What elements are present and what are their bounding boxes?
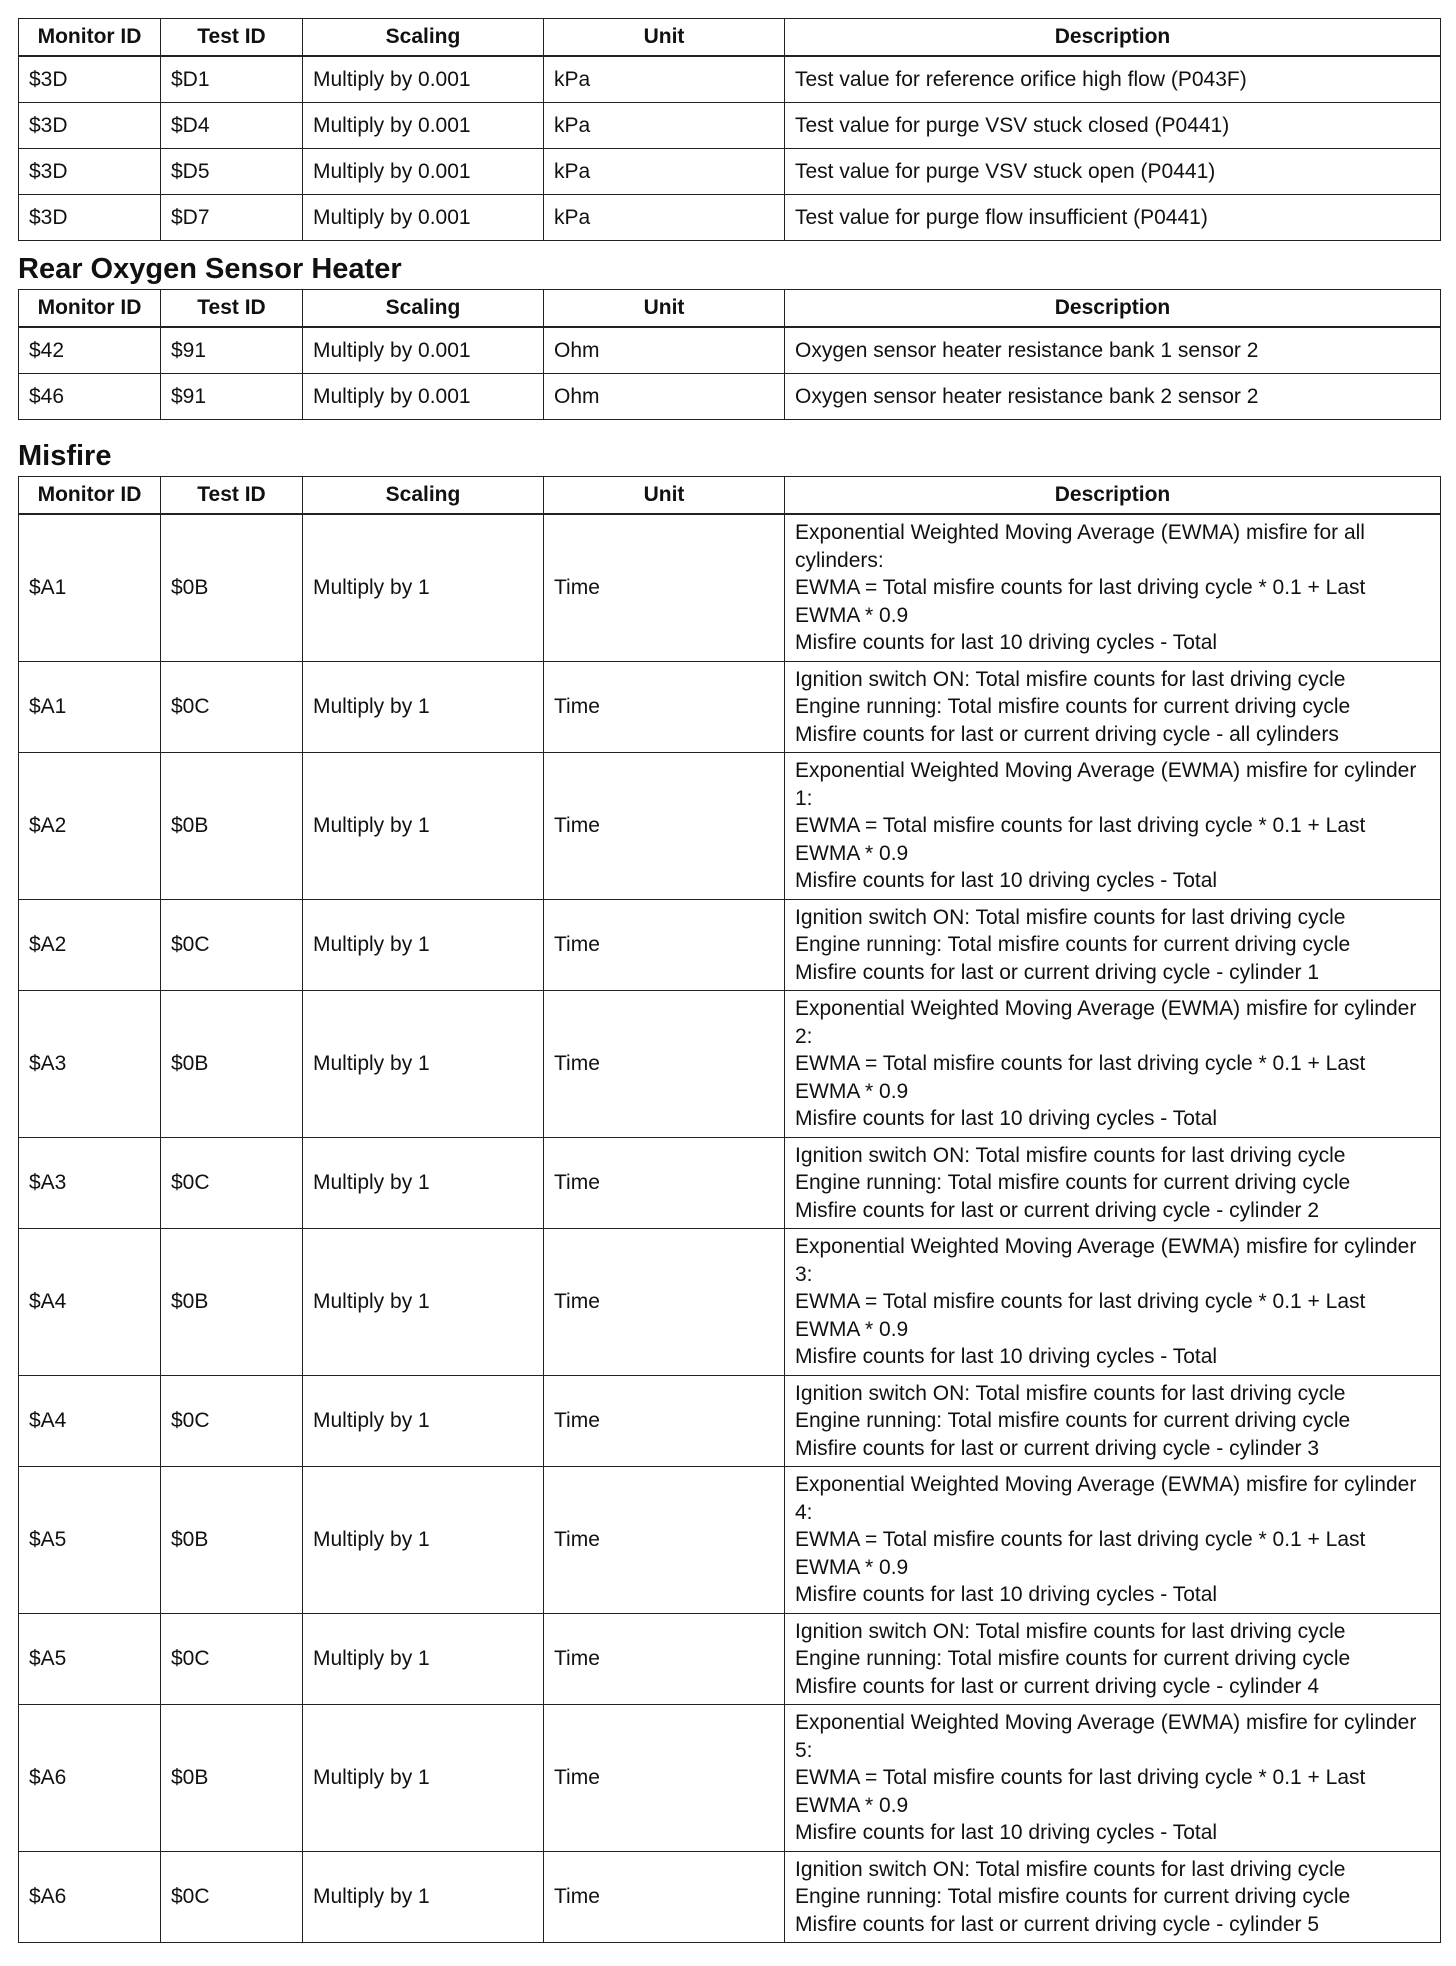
cell-test-id: $D4 (161, 103, 303, 149)
cell-description (785, 374, 1441, 420)
cell-test-id: $0C (161, 1375, 303, 1467)
cell-monitor-id: $A3 (19, 991, 161, 1138)
table-row (19, 1467, 1441, 1614)
table-row (19, 1613, 1441, 1705)
cell-scaling: Multiply by 1 (303, 1705, 544, 1852)
cell-scaling: Multiply by 0.001 (303, 149, 544, 195)
column-header-monitor-id: Monitor ID (19, 477, 161, 515)
table-row (19, 327, 1441, 374)
column-header-scaling: Scaling (303, 477, 544, 515)
description-line: Engine running: Total misfire counts for current driving cycle (795, 1885, 1351, 1908)
description-line: EWMA = Total misfire counts for last driving cycle * 0.1 + Last EWMA * 0.9 (795, 1528, 1366, 1579)
cell-scaling: Multiply by 1 (303, 753, 544, 900)
rear-oxygen-sensor-heater-table (18, 289, 1441, 420)
cell-unit: Time (544, 514, 785, 661)
evap-table-body (19, 56, 1441, 241)
description-line: Ignition switch ON: Total misfire counts for last driving cycle (795, 1143, 1346, 1167)
cell-monitor-id: $3D (19, 103, 161, 149)
cell-test-id: $0B (161, 753, 303, 900)
cell-description (785, 103, 1441, 149)
cell-scaling: Multiply by 1 (303, 899, 544, 991)
description-line: Test value for reference orifice high flow (P043F) (795, 67, 1247, 91)
cell-unit: Ohm (544, 374, 785, 420)
description-line: EWMA = Total misfire counts for last driving cycle * 0.1 + Last EWMA * 0.9 (795, 1052, 1366, 1103)
table-row (19, 374, 1441, 420)
column-header-monitor-id: Monitor ID (19, 290, 161, 328)
table-row (19, 1851, 1441, 1943)
cell-monitor-id: $A4 (19, 1229, 161, 1376)
cell-scaling: Multiply by 0.001 (303, 327, 544, 374)
column-header-description: Description (785, 19, 1441, 57)
description-line: Exponential Weighted Moving Average (EWMA) misfire for cylinder 1: (795, 759, 1417, 810)
cell-scaling: Multiply by 1 (303, 1467, 544, 1614)
table-row (19, 1375, 1441, 1467)
table-header-row (19, 19, 1441, 57)
cell-test-id: $91 (161, 374, 303, 420)
cell-monitor-id: $46 (19, 374, 161, 420)
description-line: Exponential Weighted Moving Average (EWMA) misfire for cylinder 4: (795, 1473, 1417, 1524)
description-line: Engine running: Total misfire counts for current driving cycle (795, 1171, 1351, 1194)
cell-test-id: $91 (161, 327, 303, 374)
description-line: Engine running: Total misfire counts for current driving cycle (795, 933, 1351, 956)
cell-test-id: $0B (161, 1705, 303, 1852)
description-line: Exponential Weighted Moving Average (EWMA) misfire for cylinder 3: (795, 1235, 1417, 1286)
cell-description (785, 1851, 1441, 1943)
cell-unit: Time (544, 753, 785, 900)
cell-description (785, 1705, 1441, 1852)
description-line: Misfire counts for last or current driving cycle - cylinder 3 (795, 1436, 1320, 1460)
cell-description (785, 1613, 1441, 1705)
column-header-unit: Unit (544, 477, 785, 515)
cell-scaling: Multiply by 1 (303, 514, 544, 661)
cell-unit: kPa (544, 195, 785, 241)
cell-description (785, 195, 1441, 241)
description-line: Exponential Weighted Moving Average (EWMA) misfire for all cylinders: (795, 521, 1365, 572)
cell-description (785, 514, 1441, 661)
cell-unit: Time (544, 1613, 785, 1705)
cell-scaling: Multiply by 0.001 (303, 56, 544, 103)
table-row (19, 56, 1441, 103)
cell-monitor-id: $A6 (19, 1851, 161, 1943)
table-row (19, 753, 1441, 900)
cell-description (785, 327, 1441, 374)
column-header-monitor-id: Monitor ID (19, 19, 161, 57)
table-header-row (19, 290, 1441, 328)
description-line: Test value for purge VSV stuck closed (P0441) (795, 113, 1230, 137)
cell-unit: Ohm (544, 327, 785, 374)
cell-test-id: $0B (161, 991, 303, 1138)
cell-test-id: $0C (161, 1851, 303, 1943)
column-header-test-id: Test ID (161, 19, 303, 57)
cell-test-id: $0C (161, 1137, 303, 1229)
cell-scaling: Multiply by 1 (303, 991, 544, 1138)
cell-test-id: $0B (161, 1467, 303, 1614)
column-header-scaling: Scaling (303, 19, 544, 57)
cell-test-id: $D1 (161, 56, 303, 103)
description-line: Ignition switch ON: Total misfire counts for last driving cycle (795, 1619, 1346, 1643)
description-line: Misfire counts for last or current driving cycle - all cylinders (795, 722, 1339, 746)
table-row (19, 1705, 1441, 1852)
cell-unit: kPa (544, 103, 785, 149)
description-line: Engine running: Total misfire counts for current driving cycle (795, 1647, 1351, 1670)
cell-description (785, 1137, 1441, 1229)
description-line: Ignition switch ON: Total misfire counts for last driving cycle (795, 1381, 1346, 1405)
cell-monitor-id: $A5 (19, 1467, 161, 1614)
table-row (19, 514, 1441, 661)
description-line: Misfire counts for last or current driving cycle - cylinder 4 (795, 1674, 1320, 1698)
cell-scaling: Multiply by 0.001 (303, 195, 544, 241)
description-line: EWMA = Total misfire counts for last driving cycle * 0.1 + Last EWMA * 0.9 (795, 576, 1366, 627)
description-line: Exponential Weighted Moving Average (EWMA) misfire for cylinder 2: (795, 997, 1417, 1048)
description-line: Exponential Weighted Moving Average (EWMA) misfire for cylinder 5: (795, 1711, 1417, 1762)
cell-unit: Time (544, 991, 785, 1138)
cell-monitor-id: $3D (19, 149, 161, 195)
cell-description (785, 149, 1441, 195)
cell-monitor-id: $A2 (19, 753, 161, 900)
description-line: EWMA = Total misfire counts for last driving cycle * 0.1 + Last EWMA * 0.9 (795, 814, 1366, 865)
description-line: Misfire counts for last or current driving cycle - cylinder 5 (795, 1912, 1320, 1936)
cell-test-id: $D5 (161, 149, 303, 195)
description-line: EWMA = Total misfire counts for last driving cycle * 0.1 + Last EWMA * 0.9 (795, 1766, 1366, 1817)
cell-unit: Time (544, 1467, 785, 1614)
table-row (19, 661, 1441, 753)
column-header-unit: Unit (544, 19, 785, 57)
cell-test-id: $D7 (161, 195, 303, 241)
table-row (19, 991, 1441, 1138)
cell-unit: Time (544, 1229, 785, 1376)
cell-scaling: Multiply by 1 (303, 1613, 544, 1705)
column-header-description: Description (785, 477, 1441, 515)
section-title-rear-oxygen-sensor-heater: Rear Oxygen Sensor Heater (18, 253, 402, 285)
cell-description (785, 991, 1441, 1138)
evap-test-table (18, 18, 1441, 241)
cell-unit: Time (544, 899, 785, 991)
description-line: Misfire counts for last 10 driving cycles - Total (795, 869, 1218, 892)
misfire-table (18, 476, 1441, 1943)
cell-monitor-id: $42 (19, 327, 161, 374)
cell-description (785, 1375, 1441, 1467)
cell-description (785, 661, 1441, 753)
cell-monitor-id: $A3 (19, 1137, 161, 1229)
description-line: Oxygen sensor heater resistance bank 1 sensor 2 (795, 338, 1259, 362)
column-header-test-id: Test ID (161, 290, 303, 328)
document-page (18, 18, 1440, 1943)
cell-unit: Time (544, 1851, 785, 1943)
column-header-test-id: Test ID (161, 477, 303, 515)
description-line: Engine running: Total misfire counts for current driving cycle (795, 1409, 1351, 1432)
cell-test-id: $0B (161, 514, 303, 661)
table-header-row (19, 477, 1441, 515)
cell-monitor-id: $A4 (19, 1375, 161, 1467)
column-header-scaling: Scaling (303, 290, 544, 328)
table-row (19, 1229, 1441, 1376)
cell-scaling: Multiply by 0.001 (303, 374, 544, 420)
table-row (19, 149, 1441, 195)
description-line: EWMA = Total misfire counts for last driving cycle * 0.1 + Last EWMA * 0.9 (795, 1290, 1366, 1341)
table-row (19, 195, 1441, 241)
cell-unit: Time (544, 661, 785, 753)
cell-description (785, 1467, 1441, 1614)
rear-oxygen-sensor-heater-table-body (19, 327, 1441, 420)
cell-monitor-id: $A1 (19, 514, 161, 661)
description-line: Test value for purge VSV stuck open (P0441) (795, 159, 1216, 183)
misfire-table-body (19, 514, 1441, 1943)
column-header-unit: Unit (544, 290, 785, 328)
section-title-misfire: Misfire (18, 440, 112, 472)
description-line: Misfire counts for last or current driving cycle - cylinder 2 (795, 1198, 1320, 1222)
cell-monitor-id: $A2 (19, 899, 161, 991)
cell-monitor-id: $A6 (19, 1705, 161, 1852)
cell-description (785, 899, 1441, 991)
description-line: Ignition switch ON: Total misfire counts for last driving cycle (795, 1857, 1346, 1881)
cell-description (785, 1229, 1441, 1376)
description-line: Test value for purge flow insufficient (P0441) (795, 205, 1208, 229)
cell-test-id: $0C (161, 899, 303, 991)
table-row (19, 1137, 1441, 1229)
cell-monitor-id: $3D (19, 56, 161, 103)
cell-scaling: Multiply by 1 (303, 1375, 544, 1467)
cell-unit: Time (544, 1375, 785, 1467)
cell-scaling: Multiply by 0.001 (303, 103, 544, 149)
cell-description (785, 56, 1441, 103)
cell-monitor-id: $A5 (19, 1613, 161, 1705)
description-line: Oxygen sensor heater resistance bank 2 sensor 2 (795, 384, 1259, 408)
cell-unit: kPa (544, 149, 785, 195)
cell-test-id: $0B (161, 1229, 303, 1376)
cell-monitor-id: $A1 (19, 661, 161, 753)
description-line: Misfire counts for last 10 driving cycles - Total (795, 1583, 1218, 1606)
table-row (19, 899, 1441, 991)
description-line: Misfire counts for last 10 driving cycles - Total (795, 1107, 1218, 1130)
cell-scaling: Multiply by 1 (303, 1229, 544, 1376)
description-line: Misfire counts for last or current driving cycle - cylinder 1 (795, 960, 1320, 984)
cell-monitor-id: $3D (19, 195, 161, 241)
cell-unit: Time (544, 1705, 785, 1852)
description-line: Misfire counts for last 10 driving cycles - Total (795, 631, 1218, 654)
cell-unit: Time (544, 1137, 785, 1229)
table-row (19, 103, 1441, 149)
cell-scaling: Multiply by 1 (303, 1851, 544, 1943)
cell-description (785, 753, 1441, 900)
cell-scaling: Multiply by 1 (303, 1137, 544, 1229)
description-line: Engine running: Total misfire counts for current driving cycle (795, 695, 1351, 718)
cell-unit: kPa (544, 56, 785, 103)
cell-scaling: Multiply by 1 (303, 661, 544, 753)
description-line: Ignition switch ON: Total misfire counts for last driving cycle (795, 905, 1346, 929)
description-line: Ignition switch ON: Total misfire counts for last driving cycle (795, 667, 1346, 691)
cell-test-id: $0C (161, 661, 303, 753)
cell-test-id: $0C (161, 1613, 303, 1705)
description-line: Misfire counts for last 10 driving cycles - Total (795, 1821, 1218, 1844)
description-line: Misfire counts for last 10 driving cycles - Total (795, 1345, 1218, 1368)
column-header-description: Description (785, 290, 1441, 328)
